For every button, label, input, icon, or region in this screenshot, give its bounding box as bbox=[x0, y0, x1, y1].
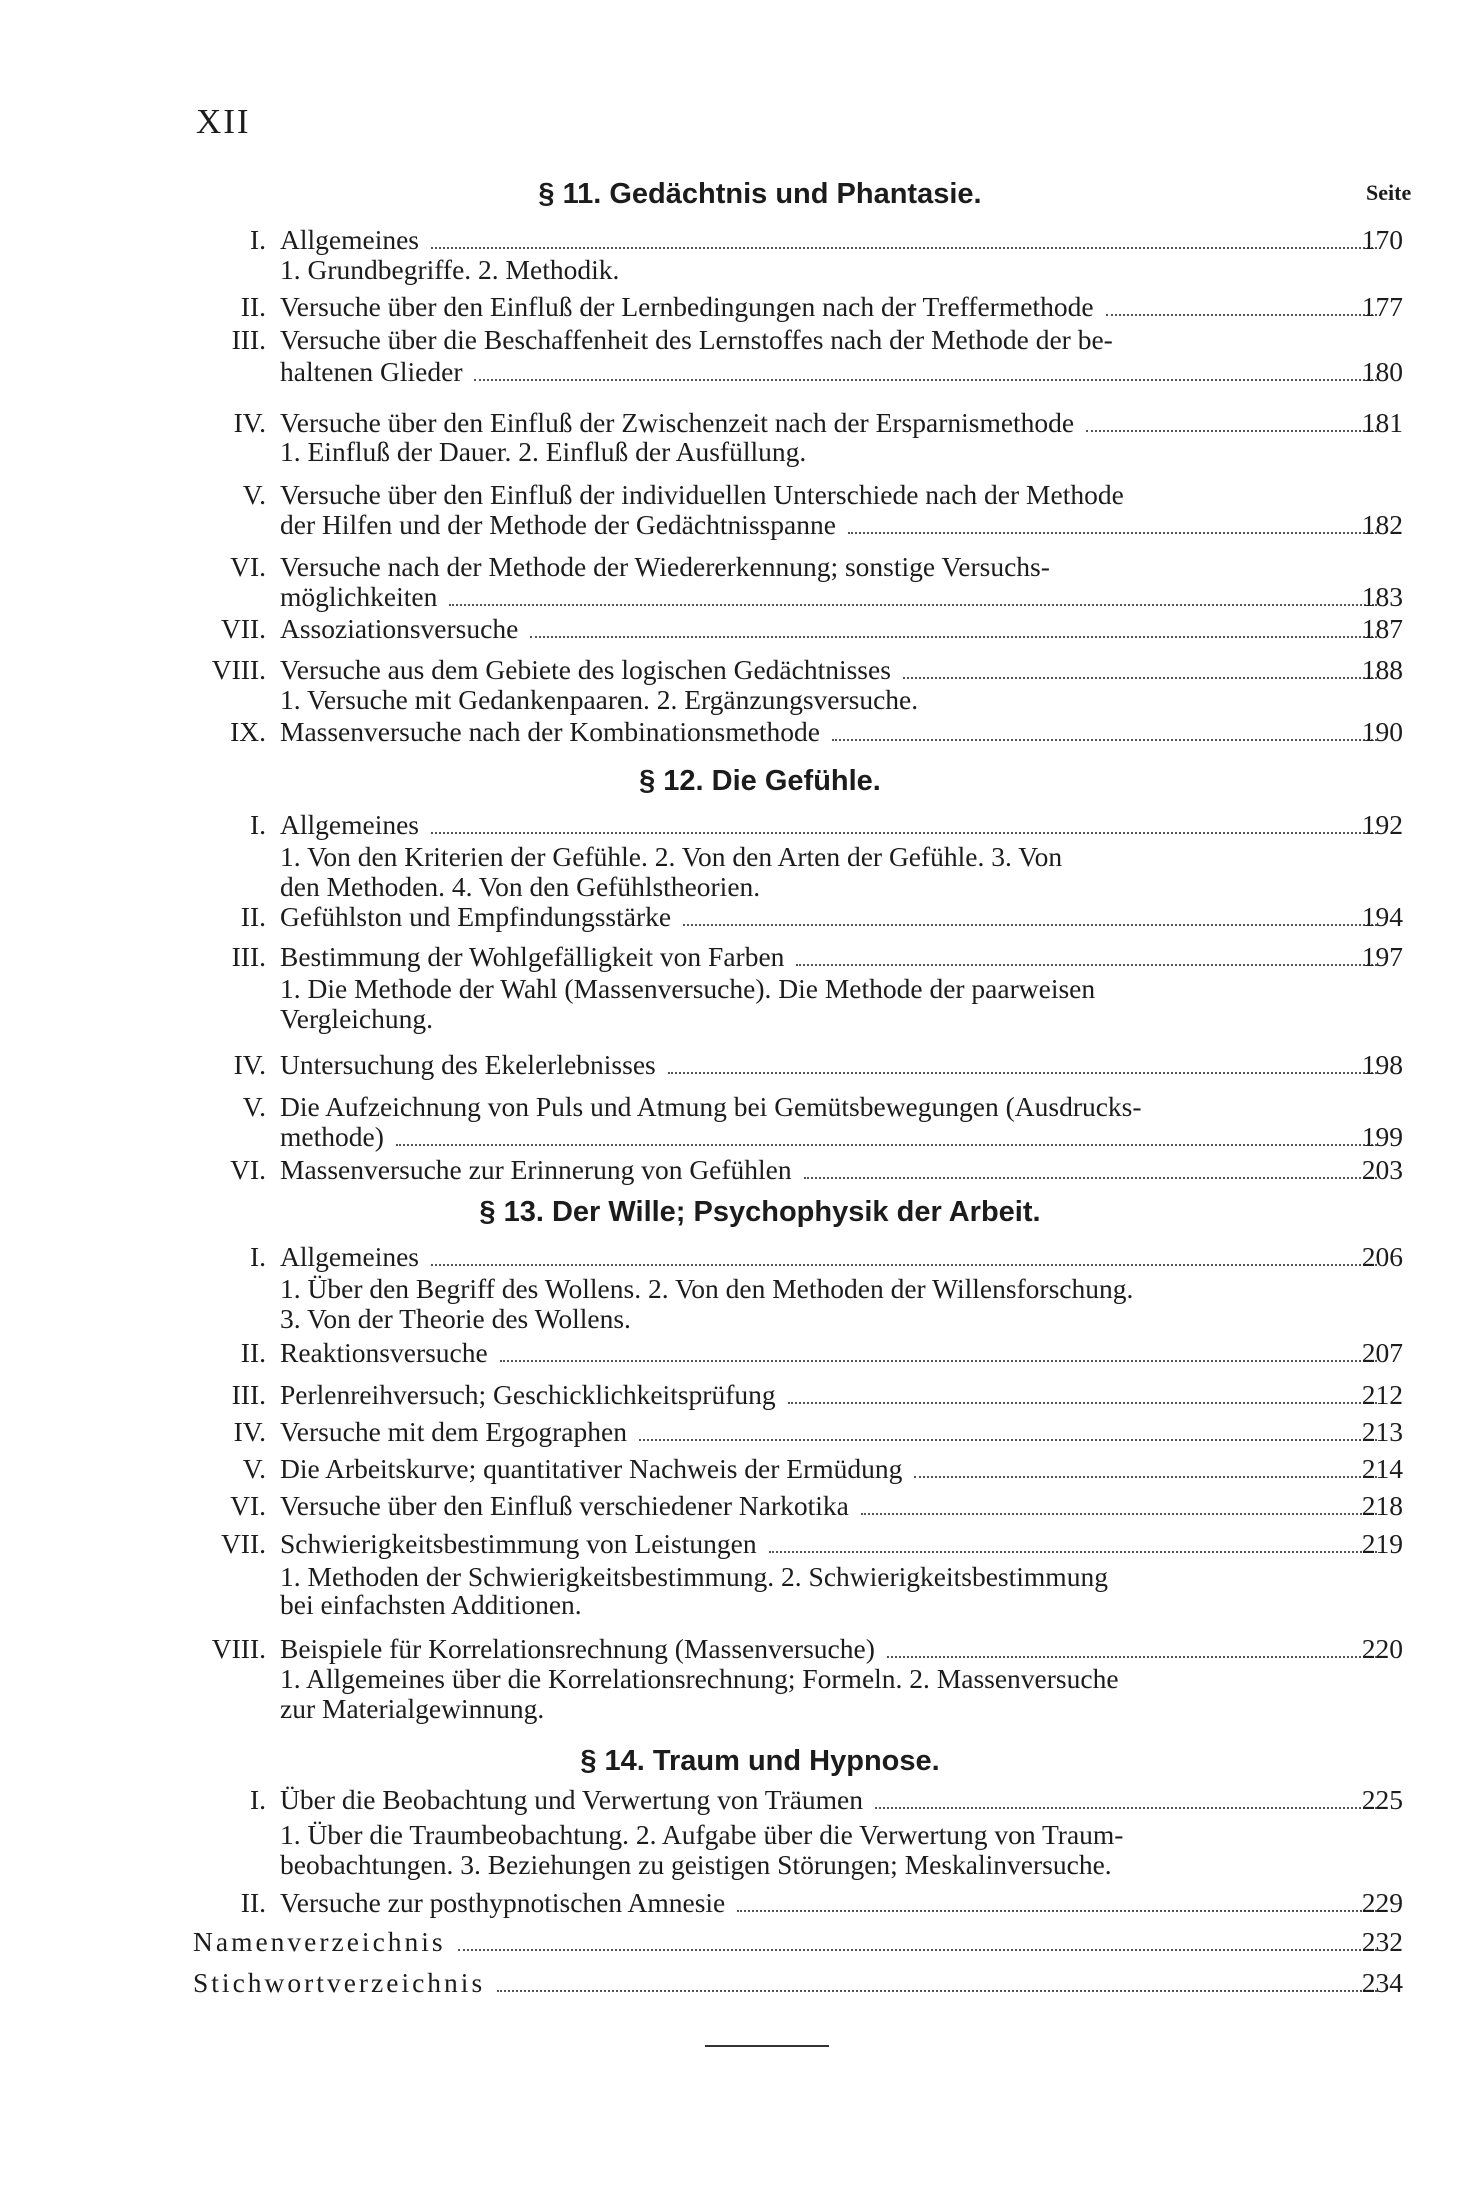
entry-page-number: 183 bbox=[1361, 581, 1403, 612]
entry-page-number: 229 bbox=[1361, 1887, 1403, 1918]
entry-title: Beispiele für Korrelationsrechnung (Massenversuche) bbox=[280, 1633, 875, 1664]
section-heading: § 14. Traum und Hypnose. bbox=[580, 1745, 940, 1777]
toc-entry bbox=[0, 840, 1483, 874]
entry-page-number: 181 bbox=[1361, 407, 1403, 438]
toc-entry bbox=[0, 612, 1483, 646]
dot-leader bbox=[449, 604, 1377, 606]
entry-title: Namenverzeichnis bbox=[193, 1926, 446, 1957]
entry-title: Versuche über den Einfluß der individuellen Unterschiede nach der Methode bbox=[280, 479, 1124, 510]
entry-page-number: 190 bbox=[1361, 716, 1403, 747]
entry-title: Vergleichung. bbox=[280, 1003, 433, 1034]
dot-leader bbox=[431, 1264, 1377, 1266]
entry-title: 3. Von der Theorie des Wollens. bbox=[280, 1303, 631, 1334]
entry-page-number: 170 bbox=[1361, 224, 1403, 255]
dot-leader bbox=[474, 379, 1377, 381]
section-heading: § 12. Die Gefühle. bbox=[639, 765, 881, 797]
entry-title: möglichkeiten bbox=[280, 581, 438, 612]
entry-roman-numeral: VI. bbox=[230, 551, 266, 582]
toc-entry bbox=[0, 478, 1483, 512]
entry-roman-numeral: VII. bbox=[220, 1528, 266, 1559]
entry-roman-numeral: V. bbox=[242, 1091, 266, 1122]
toc-entry bbox=[0, 1048, 1483, 1082]
entry-title: den Methoden. 4. Von den Gefühlstheorien. bbox=[280, 871, 761, 902]
dot-leader bbox=[431, 832, 1377, 834]
dot-leader bbox=[914, 1476, 1377, 1478]
toc-entry bbox=[0, 223, 1483, 257]
entry-page-number: 225 bbox=[1361, 1784, 1403, 1815]
entry-title: Perlenreihversuch; Geschicklichkeitsprüfung bbox=[280, 1379, 776, 1410]
toc-entry bbox=[0, 1378, 1483, 1412]
dot-leader bbox=[431, 247, 1377, 249]
toc-entry bbox=[0, 1527, 1483, 1561]
toc-entry bbox=[0, 253, 1483, 287]
toc-entry bbox=[0, 1002, 1483, 1036]
entry-roman-numeral: IX. bbox=[230, 716, 266, 747]
entry-roman-numeral: II. bbox=[240, 1337, 266, 1368]
toc-entry bbox=[0, 1302, 1483, 1336]
toc-entry bbox=[0, 1925, 1483, 1959]
toc-entry bbox=[0, 1818, 1483, 1852]
entry-title: bei einfachsten Additionen. bbox=[280, 1589, 582, 1620]
entry-title: Untersuchung des Ekelerlebnisses bbox=[280, 1049, 656, 1080]
entry-page-number: 212 bbox=[1361, 1379, 1403, 1410]
closing-rule bbox=[705, 2045, 829, 2047]
entry-title: 1. Versuche mit Gedankenpaaren. 2. Ergänzungsversuche. bbox=[280, 684, 919, 715]
toc-entry bbox=[0, 1336, 1483, 1370]
entry-roman-numeral: III. bbox=[231, 1379, 266, 1410]
toc-entry bbox=[0, 290, 1483, 324]
toc-entry bbox=[0, 580, 1483, 614]
entry-page-number: 203 bbox=[1361, 1154, 1403, 1185]
toc-entry bbox=[0, 1120, 1483, 1154]
entry-page-number: 214 bbox=[1361, 1453, 1403, 1484]
entry-title: Versuche nach der Methode der Wiedererkennung; sonstige Versuchs- bbox=[280, 551, 1050, 582]
entry-page-number: 177 bbox=[1361, 291, 1403, 322]
entry-title: Gefühlston und Empfindungsstärke bbox=[280, 901, 672, 932]
entry-title: Versuche zur posthypnotischen Amnesie bbox=[280, 1887, 726, 1918]
entry-title: Versuche aus dem Gebiete des logischen Gedächtnisses bbox=[280, 654, 891, 685]
toc-entry bbox=[0, 323, 1483, 357]
entry-page-number: 192 bbox=[1361, 809, 1403, 840]
entry-page-number: 207 bbox=[1361, 1337, 1403, 1368]
entry-page-number: 187 bbox=[1361, 613, 1403, 644]
toc-entry bbox=[0, 435, 1483, 469]
toc-entry bbox=[0, 550, 1483, 584]
toc-entry bbox=[0, 1886, 1483, 1920]
entry-title: Assoziationsversuche bbox=[280, 613, 519, 644]
entry-title: methode) bbox=[280, 1121, 384, 1152]
entry-page-number: 213 bbox=[1361, 1416, 1403, 1447]
dot-leader bbox=[848, 532, 1377, 534]
entry-page-number: 188 bbox=[1361, 654, 1403, 685]
toc-entry bbox=[0, 1632, 1483, 1666]
entry-title: Die Aufzeichnung von Puls und Atmung bei Gemütsbewegungen (Ausdrucks- bbox=[280, 1091, 1142, 1122]
entry-roman-numeral: VIII. bbox=[211, 654, 266, 685]
entry-title: 1. Grundbegriffe. 2. Methodik. bbox=[280, 254, 620, 285]
entry-roman-numeral: I. bbox=[249, 809, 266, 840]
toc-entry bbox=[0, 1966, 1483, 2000]
toc-entry bbox=[0, 1452, 1483, 1486]
entry-title: 1. Die Methode der Wahl (Massenversuche). Die Methode der paarweisen bbox=[280, 973, 1096, 1004]
toc-entry bbox=[0, 808, 1483, 842]
entry-title: Die Arbeitskurve; quantitativer Nachweis der Ermüdung bbox=[280, 1453, 903, 1484]
entry-title: der Hilfen und der Methode der Gedächtnisspanne bbox=[280, 509, 836, 540]
entry-title: Schwierigkeitsbestimmung von Leistungen bbox=[280, 1528, 757, 1559]
dot-leader bbox=[796, 964, 1377, 966]
dot-leader bbox=[887, 1656, 1377, 1658]
entry-title: Reaktionsversuche bbox=[280, 1337, 488, 1368]
seite-label: Seite bbox=[1366, 180, 1412, 205]
entry-roman-numeral: VIII. bbox=[211, 1633, 266, 1664]
toc-entry bbox=[0, 940, 1483, 974]
toc-entry bbox=[0, 870, 1483, 904]
toc-entry bbox=[0, 1272, 1483, 1306]
toc-entry bbox=[0, 683, 1483, 717]
entry-roman-numeral: VI. bbox=[230, 1154, 266, 1185]
entry-roman-numeral: VII. bbox=[220, 613, 266, 644]
entry-roman-numeral: V. bbox=[242, 1453, 266, 1484]
toc-entry bbox=[0, 355, 1483, 389]
entry-page-number: 206 bbox=[1361, 1241, 1403, 1272]
entry-page-number: 197 bbox=[1361, 941, 1403, 972]
toc-entry bbox=[0, 1153, 1483, 1187]
entry-title: beobachtungen. 3. Beziehungen zu geistigen Störungen; Meskalinversuche. bbox=[280, 1849, 1112, 1880]
entry-title: Bestimmung der Wohlgefälligkeit von Farben bbox=[280, 941, 785, 972]
dot-leader bbox=[769, 1551, 1377, 1553]
entry-page-number: 220 bbox=[1361, 1633, 1403, 1664]
dot-leader bbox=[875, 1807, 1377, 1809]
entry-title: haltenen Glieder bbox=[280, 356, 463, 387]
toc-entry bbox=[0, 1783, 1483, 1817]
entry-title: Über die Beobachtung und Verwertung von Träumen bbox=[280, 1784, 864, 1815]
dot-leader bbox=[396, 1144, 1377, 1146]
dot-leader bbox=[788, 1402, 1377, 1404]
entry-page-number: 194 bbox=[1361, 901, 1403, 932]
toc-entry bbox=[0, 1240, 1483, 1274]
entry-roman-numeral: II. bbox=[240, 901, 266, 932]
entry-roman-numeral: I. bbox=[249, 1241, 266, 1272]
dot-leader bbox=[683, 924, 1377, 926]
entry-roman-numeral: IV. bbox=[233, 407, 266, 438]
entry-title: Allgemeines bbox=[280, 224, 419, 255]
toc-entry bbox=[0, 1588, 1483, 1622]
entry-title: 1. Methoden der Schwierigkeitsbestimmung. 2. Schwierigkeitsbestimmung bbox=[280, 1561, 1108, 1592]
toc-entry bbox=[0, 900, 1483, 934]
entry-title: 1. Allgemeines über die Korrelationsrechnung; Formeln. 2. Massenversuche bbox=[280, 1663, 1119, 1694]
entry-roman-numeral: IV. bbox=[233, 1049, 266, 1080]
entry-roman-numeral: II. bbox=[240, 291, 266, 322]
entry-roman-numeral: VI. bbox=[230, 1490, 266, 1521]
entry-title: Versuche über den Einfluß der Lernbedingungen nach der Treffermethode bbox=[280, 291, 1094, 322]
entry-title: Massenversuche nach der Kombinationsmethode bbox=[280, 716, 820, 747]
dot-leader bbox=[804, 1177, 1377, 1179]
toc-entry bbox=[0, 715, 1483, 749]
entry-page-number: 218 bbox=[1361, 1490, 1403, 1521]
entry-roman-numeral: III. bbox=[231, 324, 266, 355]
entry-title: Allgemeines bbox=[280, 1241, 419, 1272]
entry-page-number: 198 bbox=[1361, 1049, 1403, 1080]
entry-roman-numeral: V. bbox=[242, 479, 266, 510]
entry-page-number: 199 bbox=[1361, 1121, 1403, 1152]
toc-entry bbox=[0, 1090, 1483, 1124]
entry-title: 1. Über den Begriff des Wollens. 2. Von den Methoden der Willensforschung. bbox=[280, 1273, 1134, 1304]
dot-leader bbox=[530, 636, 1377, 638]
page-number: XII bbox=[196, 102, 251, 141]
entry-page-number: 232 bbox=[1361, 1926, 1403, 1957]
toc-entry bbox=[0, 972, 1483, 1006]
section-heading: § 11. Gedächtnis und Phantasie. bbox=[538, 178, 982, 210]
toc-entry bbox=[0, 1415, 1483, 1449]
entry-roman-numeral: I. bbox=[249, 224, 266, 255]
entry-page-number: 180 bbox=[1361, 356, 1403, 387]
dot-leader bbox=[737, 1910, 1377, 1912]
entry-title: Versuche über die Beschaffenheit des Lernstoffes nach der Methode der be- bbox=[280, 324, 1113, 355]
toc-entry bbox=[0, 1692, 1483, 1726]
dot-leader bbox=[861, 1513, 1377, 1515]
entry-title: Allgemeines bbox=[280, 809, 419, 840]
toc-entry bbox=[0, 1662, 1483, 1696]
entry-title: Stichwortverzeichnis bbox=[193, 1967, 486, 1998]
section-heading: § 13. Der Wille; Psychophysik der Arbeit. bbox=[479, 1196, 1041, 1228]
entry-title: 1. Über die Traumbeobachtung. 2. Aufgabe über die Verwertung von Traum- bbox=[280, 1819, 1124, 1850]
entry-roman-numeral: I. bbox=[249, 1784, 266, 1815]
toc-entry bbox=[0, 653, 1483, 687]
toc-entry bbox=[0, 508, 1483, 542]
dot-leader bbox=[500, 1360, 1377, 1362]
entry-roman-numeral: II. bbox=[240, 1887, 266, 1918]
entry-roman-numeral: IV. bbox=[233, 1416, 266, 1447]
dot-leader bbox=[497, 1990, 1377, 1992]
entry-title: Versuche über den Einfluß der Zwischenzeit nach der Ersparnismethode bbox=[280, 407, 1075, 438]
dot-leader bbox=[639, 1439, 1377, 1441]
entry-title: Versuche mit dem Ergographen bbox=[280, 1416, 627, 1447]
entry-title: Massenversuche zur Erinnerung von Gefühlen bbox=[280, 1154, 792, 1185]
entry-page-number: 219 bbox=[1361, 1528, 1403, 1559]
toc-entry bbox=[0, 1848, 1483, 1882]
dot-leader bbox=[832, 739, 1377, 741]
dot-leader bbox=[458, 1949, 1377, 1951]
entry-page-number: 234 bbox=[1361, 1967, 1403, 1998]
dot-leader bbox=[903, 677, 1377, 679]
dot-leader bbox=[668, 1072, 1377, 1074]
entry-page-number: 182 bbox=[1361, 509, 1403, 540]
entry-roman-numeral: III. bbox=[231, 941, 266, 972]
entry-title: Versuche über den Einfluß verschiedener Narkotika bbox=[280, 1490, 849, 1521]
entry-title: zur Materialgewinnung. bbox=[280, 1693, 545, 1724]
entry-title: 1. Von den Kriterien der Gefühle. 2. Von den Arten der Gefühle. 3. Von bbox=[280, 841, 1063, 872]
entry-title: 1. Einfluß der Dauer. 2. Einfluß der Ausfüllung. bbox=[280, 436, 807, 467]
toc-entry bbox=[0, 1489, 1483, 1523]
